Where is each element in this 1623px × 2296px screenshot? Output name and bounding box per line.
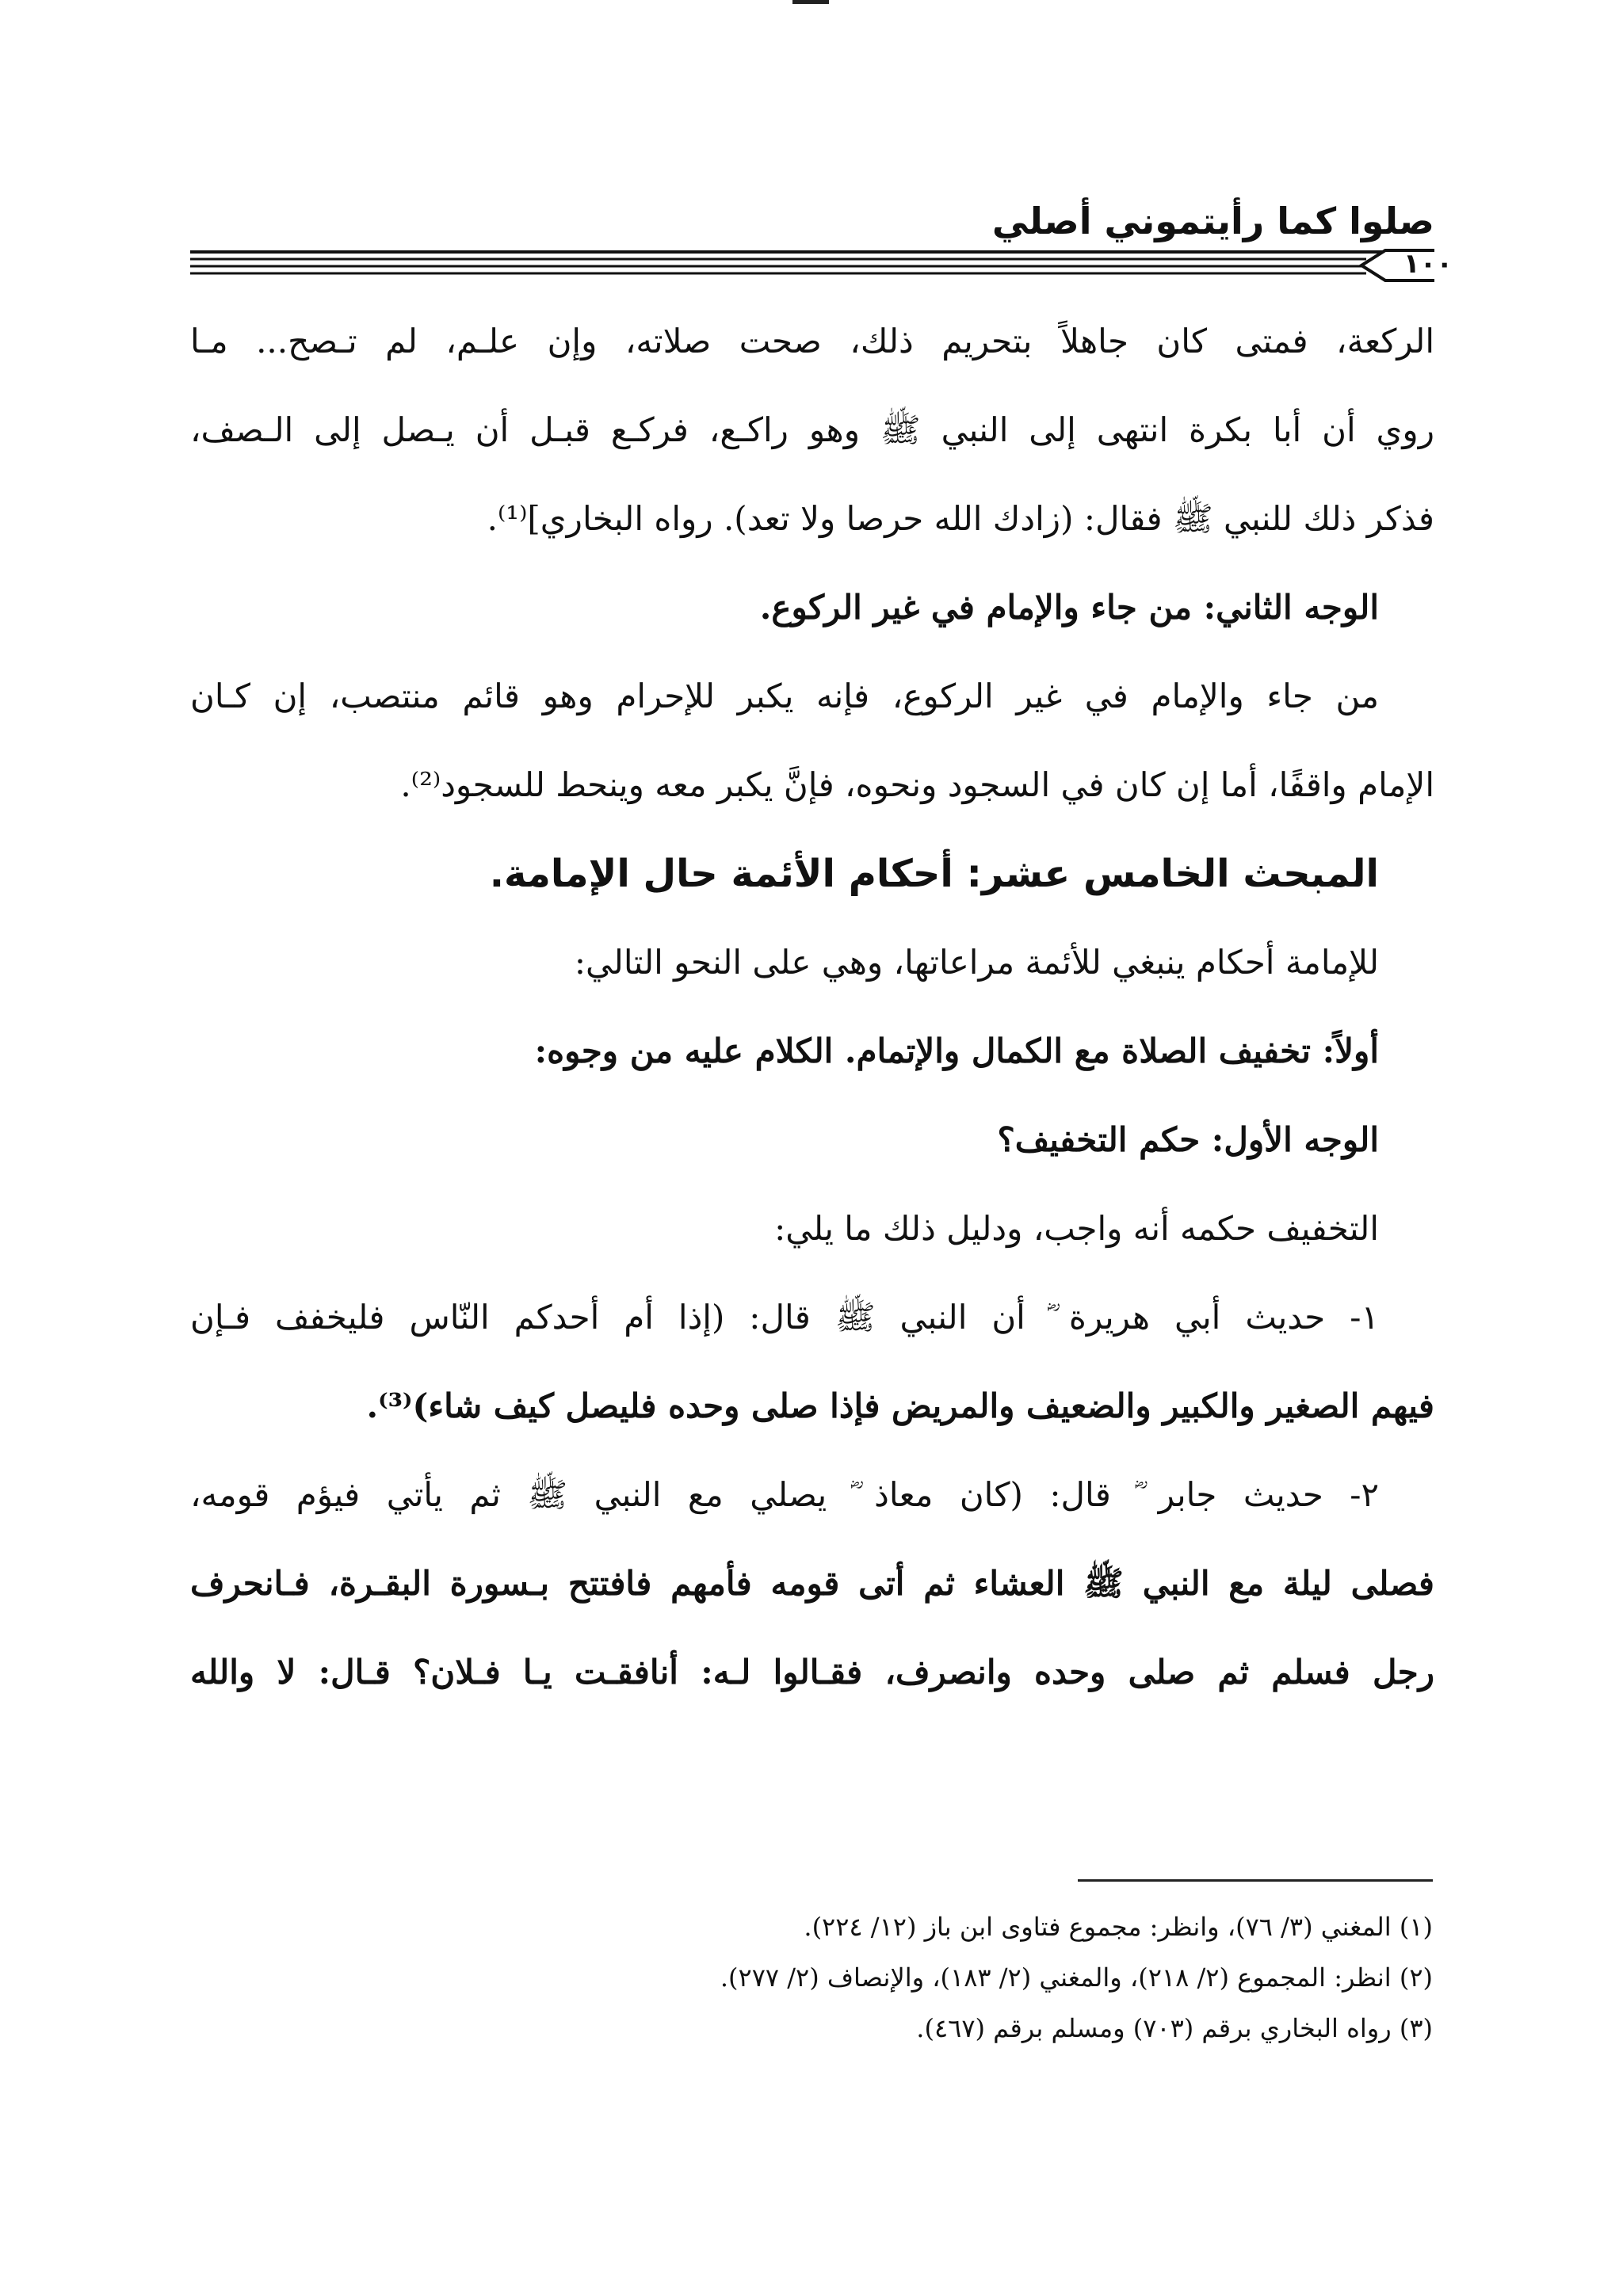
text-line: رجل فسلم ثم صلى وحده وانصرف، فقـالوا لـه: أنافقـت يـا فـلان؟ قـال: لا والله <box>190 1653 1434 1691</box>
section-subheading: الوجه الأول: حكم التخفيف؟ <box>997 1120 1379 1159</box>
section-heading: المبحث الخامس عشر: أحكام الأئمة حال الإمامة. <box>489 852 1379 896</box>
section-subheading: الوجه الثاني: من جاء والإمام في غير الركوع. <box>759 588 1379 627</box>
footnote-separator <box>1078 1879 1433 1882</box>
footnote: (١) المغني (٣/ ٧٦)، وانظر: مجموع فتاوى ابن باز (١٢/ ٢٢٤). <box>804 1912 1433 1942</box>
text-line: ١- حديث أبي هريرة ؓ أن النبي ﷺ قال: (إذا أم أحدكم النّاس فليخفف فـإن <box>190 1298 1379 1337</box>
text-line: فصلى ليلة مع النبي ﷺ العشاء ثم أتى قومه فأمهم فافتتح بـسورة البقـرة، فـانحرف <box>190 1564 1434 1603</box>
page-number: ١٠٠ <box>1403 248 1453 280</box>
section-subheading: أولاً: تخفيف الصلاة مع الكمال والإتمام. الكلام عليه من وجوه: <box>534 1032 1379 1070</box>
top-edge-mark <box>792 0 829 4</box>
text-line: التخفيف حكمه أنه واجب، ودليل ذلك ما يلي: <box>774 1209 1379 1248</box>
text-line: من جاء والإمام في غير الركوع، فإنه يكبر للإحرام وهو قائم منتصب، إن كـان <box>190 677 1379 715</box>
text-line: الركعة، فمتى كان جاهلاً بتحريم ذلك، صحت صلاته، وإن علـم، لم تـصح... مـا <box>190 322 1434 360</box>
text-line: روي أن أبا بكرة انتهى إلى النبي ﷺ وهو راكـع، فركـع قبـل أن يـصل إلى الـصف، <box>190 410 1434 449</box>
text-line: فذكر ذلك للنبي ﷺ فقال: (زادك الله حرصا ولا تعد). رواه البخاري]⁽¹⁾. <box>487 499 1434 538</box>
text-line: ٢- حديث جابر ؓ قال: (كان معاذ ؓ يصلي مع النبي ﷺ ثم يأتي فيؤم قومه، <box>190 1475 1379 1514</box>
page-header <box>190 182 1453 293</box>
text-line: الإمام واقفًا، أما إن كان في السجود ونحوه، فإنَّ يكبر معه وينحط للسجود⁽²⁾. <box>400 765 1434 804</box>
text-line: للإمامة أحكام ينبغي للأئمة مراعاتها، وهي على النحو التالي: <box>574 943 1379 982</box>
footnote: (٣) رواه البخاري برقم (٧٠٣) ومسلم برقم (٤٦٧). <box>916 2013 1433 2043</box>
footnote: (٢) انظر: المجموع (٢/ ٢١٨)، والمغني (٢/ ١٨٣)، والإنصاف (٢/ ٢٧٧). <box>720 1962 1433 1993</box>
header-rule <box>190 244 1434 288</box>
footnotes <box>190 1901 1433 2054</box>
body-text <box>190 297 1434 1717</box>
text-line: فيهم الصغير والكبير والضعيف والمريض فإذا صلى وحده فليصل كيف شاء)⁽³⁾. <box>366 1386 1434 1425</box>
book-title: صلوا كما رأيتموني أصلي <box>991 200 1434 242</box>
